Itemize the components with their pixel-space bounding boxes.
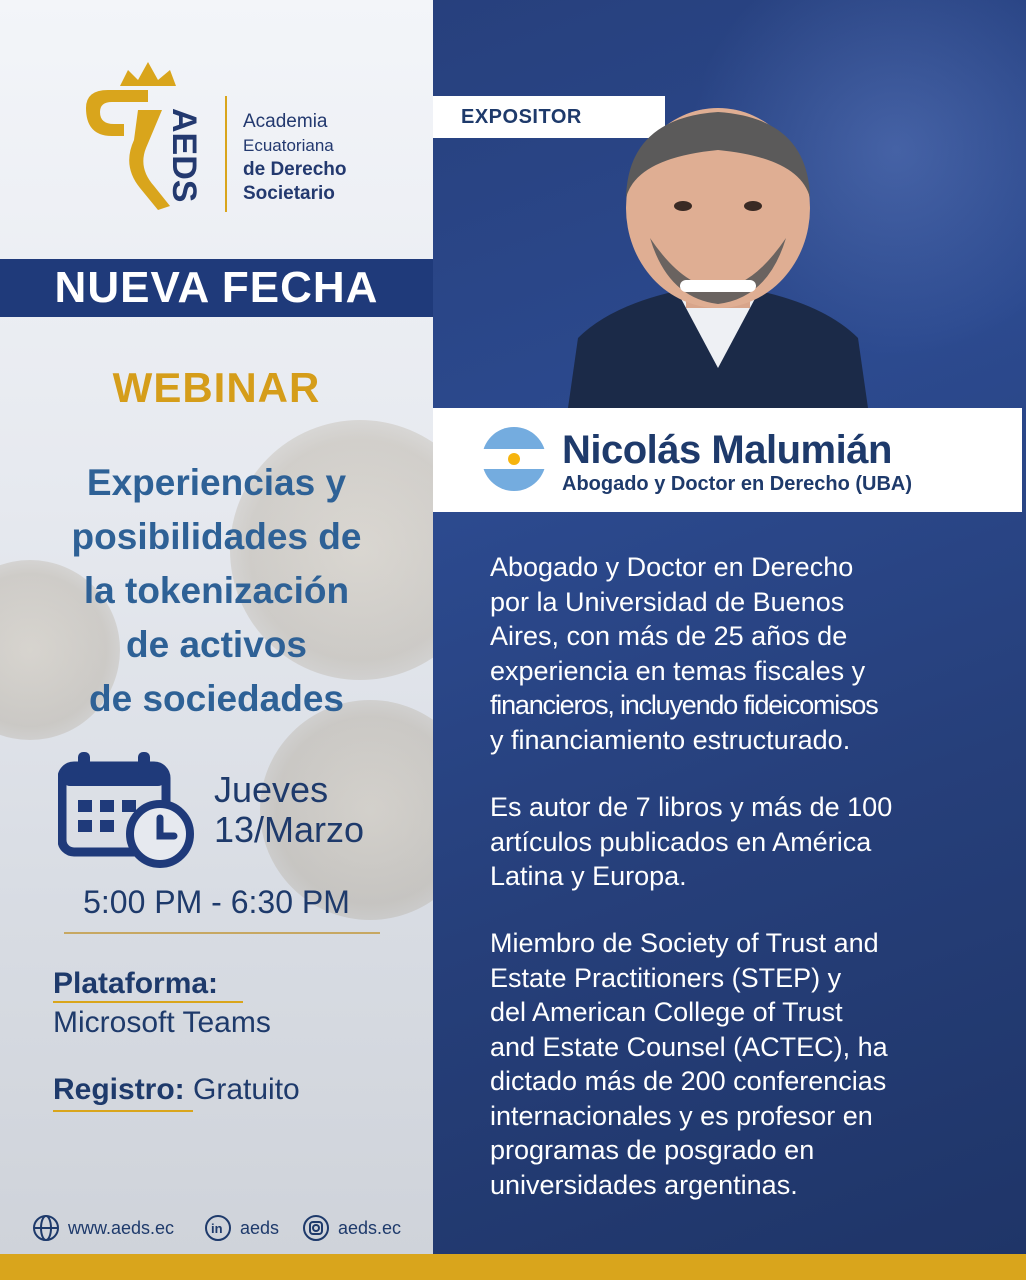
bio-line: Estate Practitioners (STEP) y — [490, 962, 842, 993]
logo-divider — [225, 96, 227, 212]
platform-label: Plataforma: — [53, 967, 219, 1000]
aeds-logo-icon — [78, 48, 218, 218]
social-web[interactable] — [32, 1214, 174, 1242]
bio-line: internacionales y es profesor en — [490, 1100, 873, 1131]
bio-line: por la Universidad de Buenos — [490, 586, 845, 617]
registration-label: Registro: — [53, 1073, 185, 1106]
social-instagram[interactable] — [302, 1214, 401, 1242]
logo-line-2: Ecuatoriana — [243, 136, 334, 155]
bio-line: financieros, incluyendo fideicomisos — [490, 690, 878, 720]
nueva-fecha-banner: NUEVA FECHA — [0, 259, 433, 317]
bio-paragraph-2 — [490, 790, 980, 894]
speaker-subtitle: Abogado y Doctor en Derecho (UBA) — [562, 473, 913, 495]
event-date — [214, 770, 364, 850]
expositor-label: EXPOSITOR — [461, 106, 582, 128]
registration — [53, 1073, 300, 1107]
linkedin-link[interactable]: aeds — [240, 1217, 280, 1238]
platform-value: Microsoft Teams — [53, 1006, 271, 1039]
bio-line: artículos publicados en América — [490, 826, 872, 857]
linkedin-icon — [204, 1214, 232, 1242]
divider-line — [64, 932, 380, 934]
bio-line: dictado más de 200 conferencias — [490, 1066, 887, 1096]
webinar-title — [20, 456, 413, 726]
title-line: la tokenización — [83, 570, 350, 611]
event-date-value: 13/Marzo — [214, 809, 365, 850]
logo-line-3: de Derecho — [243, 159, 347, 180]
bio-line: programas de posgrado en — [490, 1135, 815, 1165]
globe-icon — [32, 1214, 60, 1242]
bio-paragraph-1 — [490, 550, 980, 757]
registration-value: Gratuito — [193, 1073, 300, 1106]
title-line: de sociedades — [88, 678, 344, 719]
logo-line-4: Societario — [243, 183, 335, 204]
bio-line: y financiamiento estructurado. — [490, 724, 851, 755]
bio-line: universidades argentinas. — [490, 1169, 798, 1200]
svg-text:in: in — [211, 1221, 223, 1236]
bottom-bar — [0, 1254, 1026, 1280]
logo-text — [243, 110, 346, 206]
event-time: 5:00 PM - 6:30 PM — [83, 884, 350, 920]
platform-underline — [53, 1001, 243, 1003]
webinar-label: WEBINAR — [112, 364, 321, 411]
bio-line: experiencia en temas fiscales y — [490, 655, 866, 686]
bio-line: and Estate Counsel (ACTEC), ha — [490, 1031, 888, 1062]
registration-underline — [53, 1110, 193, 1112]
speaker-name: Nicolás Malumián — [562, 428, 892, 472]
svg-text:AEDS: AEDS — [165, 108, 203, 203]
speaker-photo — [568, 88, 868, 408]
argentina-flag-icon — [482, 427, 546, 491]
event-day: Jueves — [214, 769, 329, 810]
title-line: de activos — [126, 624, 307, 665]
bio-line: del American College of Trust — [490, 997, 843, 1027]
bio-line: Latina y Europa. — [490, 861, 687, 891]
bio-paragraph-3 — [490, 926, 980, 1202]
calendar-clock-icon — [58, 748, 198, 868]
title-line: posibilidades de — [71, 516, 362, 557]
social-linkedin[interactable] — [204, 1214, 279, 1242]
bio-line: Aires, con más de 25 años de — [490, 621, 848, 651]
instagram-link[interactable]: aeds.ec — [338, 1217, 402, 1238]
instagram-icon — [302, 1214, 330, 1242]
web-link[interactable]: www.aeds.ec — [68, 1217, 175, 1238]
bio-line: Es autor de 7 libros y más de 100 — [490, 792, 893, 822]
title-line: Experiencias y — [86, 462, 347, 503]
bio-line: Abogado y Doctor en Derecho — [490, 552, 854, 582]
logo-line-1: Academia — [243, 111, 328, 132]
bio-line: Miembro de Society of Trust and — [490, 928, 879, 958]
